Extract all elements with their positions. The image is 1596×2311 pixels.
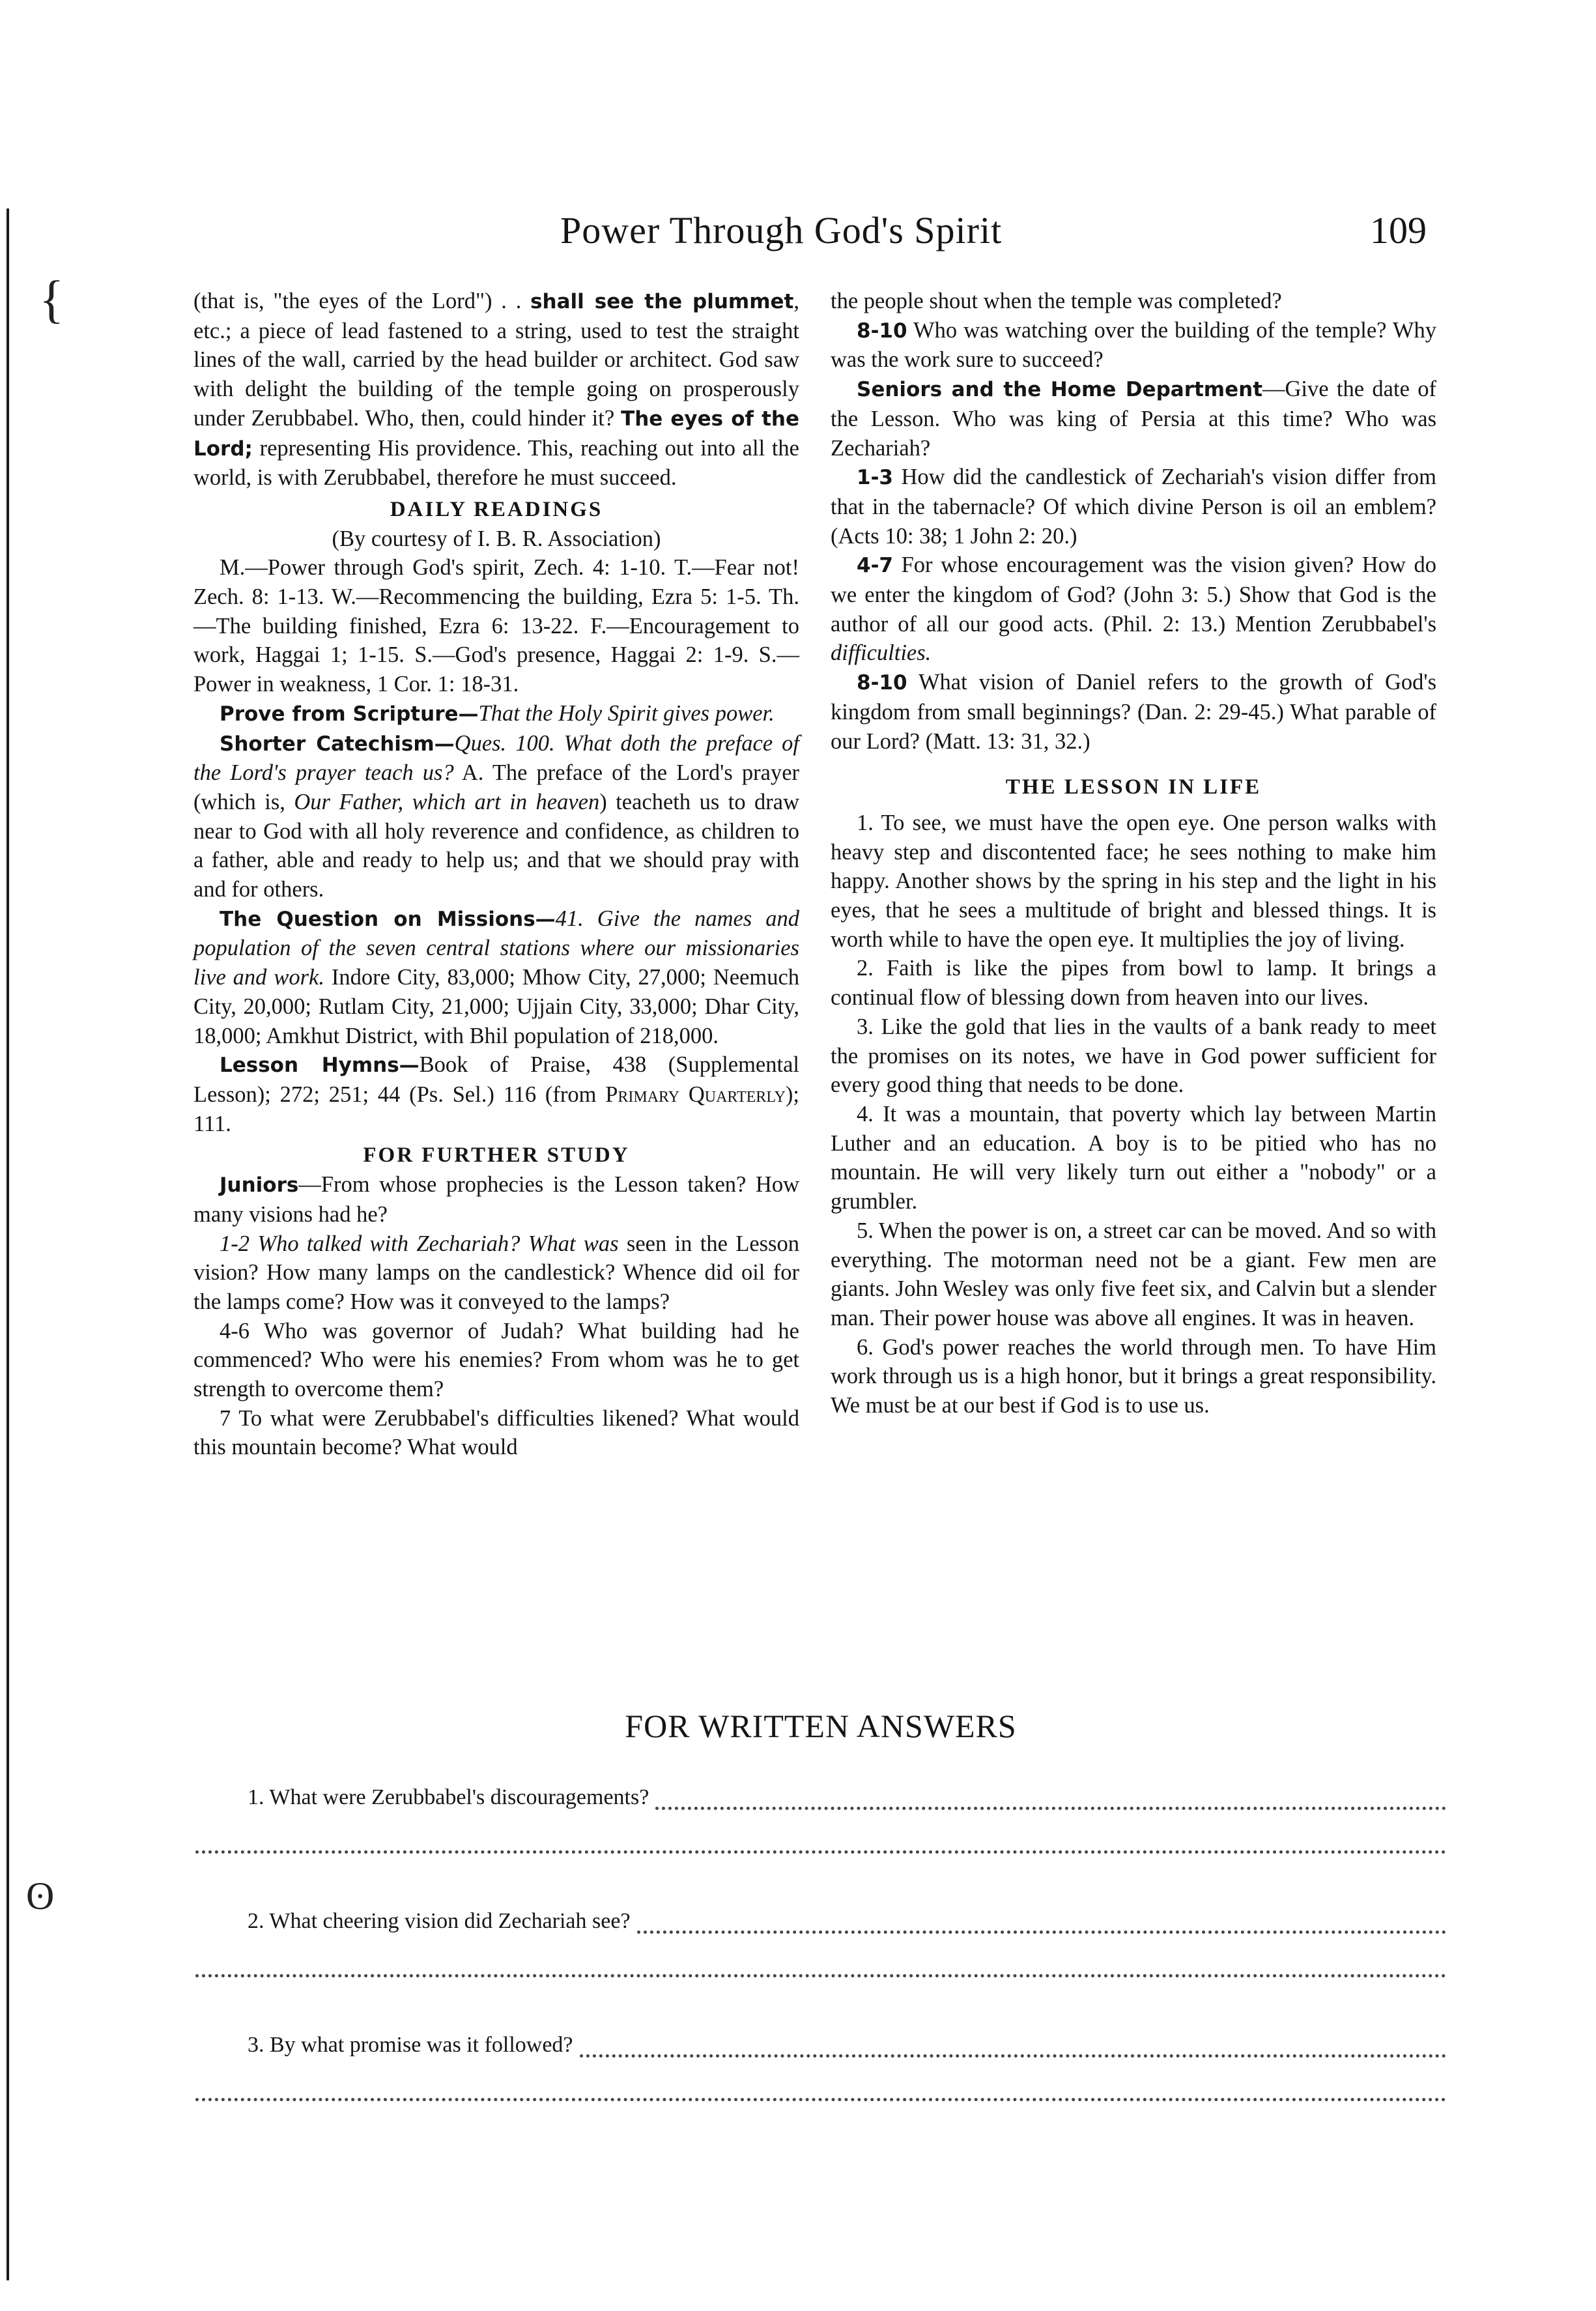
- answer-line[interactable]: [655, 1788, 1446, 1810]
- lesson-in-life-heading: THE LESSON IN LIFE: [1005, 775, 1262, 799]
- continued-question: the people shout when the temple was completed?: [831, 289, 1282, 313]
- answer-line[interactable]: [637, 1912, 1446, 1934]
- daily-readings-credit: (By courtesy of I. B. R. Association): [332, 526, 661, 551]
- seniors-q8-10: 8-10 What vision of Daniel refers to the growth of God's kingdom from small beginnings? (Dan. 2: 29-45.) What parable of our Lord? (Matt. 13: 31, 32.): [831, 670, 1436, 754]
- answer-line[interactable]: [195, 1974, 1446, 1977]
- juniors-q8-10: 8-10 Who was watching over the building of the temple? Why was the work sure to succeed?: [831, 317, 1436, 373]
- written-question: 2. What cheering vision did Zechariah see?: [248, 1909, 1446, 1934]
- juniors-q7: 7 To what were Zerubbabel's difficulties likened? What would this mountain become? What would: [193, 1405, 799, 1460]
- written-answers-section: [195, 1707, 1446, 2057]
- running-header: [195, 208, 1440, 267]
- juniors-q4-6: 4-6 Who was governor of Judah? What building had he commenced? Who were his enemies? From whom was he to get strength to overcome them?: [193, 1318, 799, 1402]
- right-column: [831, 287, 1436, 1420]
- seniors-questions: Seniors and the Home Department—Give the date of the Lesson. Who was king of Persia at this time? Who was Zechariah?: [831, 377, 1436, 461]
- daily-readings-heading: DAILY READINGS: [390, 497, 603, 521]
- lesson-point: 1. To see, we must have the open eye. One person walks with heavy step and discontented face; he sees nothing to make him happy. Another shows by the spring in his step and the light in his eyes, that he sees a multitude of bright and blessed things. It is worth while to have the open eye. It multiplies the joy of living.: [831, 810, 1436, 952]
- written-answers-heading: FOR WRITTEN ANSWERS: [625, 1708, 1017, 1744]
- running-title: Power Through God's Spirit: [560, 209, 1003, 251]
- further-study-heading: FOR FURTHER STUDY: [363, 1143, 630, 1168]
- lesson-point: 3. Like the gold that lies in the vaults of a bank ready to meet the promises on its notes, we have in God power sufficient for every good thing that needs to be done.: [831, 1014, 1436, 1098]
- lesson-point: 5. When the power is on, a street car can be moved. And so with everything. The motorman need not be a giant. Few men are giants. John Wesley was only five feet six, and Calvin but a slender man. Their power house was above all engines. It was in heaven.: [831, 1218, 1436, 1330]
- daily-readings-list: M.—Power through God's spirit, Zech. 4: 1-10. T.—Fear not! Zech. 8: 1-13. W.—Recommencing the building, Ezra 5: 1-5. Th.—The building finished, Ezra 6: 13-22. F.—Encouragement to work, Haggai 1; 1-15. S.—God's presence, Haggai 2: 1-9. S.—Power in weakness, 1 Cor. 1: 18-31.: [193, 555, 799, 697]
- written-question: 1. What were Zerubbabel's discouragements?: [248, 1785, 1446, 1810]
- seniors-q1-3: 1-3 How did the candlestick of Zechariah's vision differ from that in the tabernacle? Of which divine Person is oil an emblem? (Acts 10: 38; 1 John 2: 20.): [831, 465, 1436, 549]
- lesson-point: 6. God's power reaches the world through men. To have Him work through us is a high honor, but it brings a great responsibility. We must be at our best if God is to use us.: [831, 1334, 1436, 1418]
- lesson-hymns: Lesson Hymns—Book of Praise, 438 (Supplemental Lesson); 272; 251; 44 (Ps. Sel.) 116 (from Primary Quarterly); 111.: [193, 1052, 799, 1136]
- intro-paragraph: (that is, "the eyes of the Lord") . . shall see the plummet, etc.; a piece of lead fastened to a string, used to test the straight lines of the wall, carried by the head builder or architect. God saw with delight the building of the temple going on prosperously under Zerubbabel. Who, then, could hinder it? The eyes of the Lord; representing His providence. This, reaching out into all the world, is with Zerubbabel, therefore he must succeed.: [193, 289, 799, 491]
- lesson-point: 4. It was a mountain, that poverty which lay between Martin Luther and an education. A boy is to be pitied who has no mountain. He will very likely turn out either a "nobody" or a grumbler.: [831, 1101, 1436, 1214]
- margin-bracket-mark: {: [39, 271, 64, 328]
- answer-line[interactable]: [580, 2036, 1446, 2058]
- prove-from-scripture: Prove from Scripture—That the Holy Spirit gives power.: [220, 700, 775, 726]
- left-column: [193, 287, 799, 1462]
- question-on-missions: The Question on Missions—41. Give the names and population of the seven central stations where our missionaries live and work. Indore City, 83,000; Mhow City, 27,000; Neemuch City, 20,000; Rutlam City, 21,000; Ujjain City, 33,000; Dhar City, 18,000; Amkhut District, with Bhil population of 218,000.: [193, 906, 800, 1048]
- page-number: 109: [1370, 209, 1427, 251]
- juniors-questions: Juniors—From whose prophecies is the Lesson taken? How many visions had he?: [193, 1172, 799, 1227]
- answer-line[interactable]: [195, 2098, 1446, 2101]
- written-question: 3. By what promise was it followed?: [248, 2033, 1446, 2058]
- page-edge-rule: [7, 208, 9, 2280]
- lesson-point: 2. Faith is like the pipes from bowl to lamp. It brings a continual flow of blessing down from heaven into our lives.: [831, 956, 1436, 1011]
- shorter-catechism: Shorter Catechism—Ques. 100. What doth the preface of the Lord's prayer teach us? A. The preface of the Lord's prayer (which is, Our Father, which art in heaven) teacheth us to draw near to God with all holy reverence and confidence, as children to a father, able and ready to help us; and that we should pray with and for others.: [193, 730, 800, 902]
- seniors-q4-7: 4-7 For whose encouragement was the vision given? How do we enter the kingdom of God? (John 3: 5.) Show that God is the author of all our good acts. (Phil. 2: 13.) Mention Zerubbabel's difficulties.: [831, 553, 1436, 666]
- juniors-q1-2: 1-2 Who talked with Zechariah? What was seen in the Lesson vision? How many lamps on the candlestick? Whence did oil for the lamps come? How was it conveyed to the lamps?: [193, 1231, 799, 1314]
- margin-ink-mark: ʘ: [26, 1874, 55, 1917]
- answer-line[interactable]: [195, 1850, 1446, 1854]
